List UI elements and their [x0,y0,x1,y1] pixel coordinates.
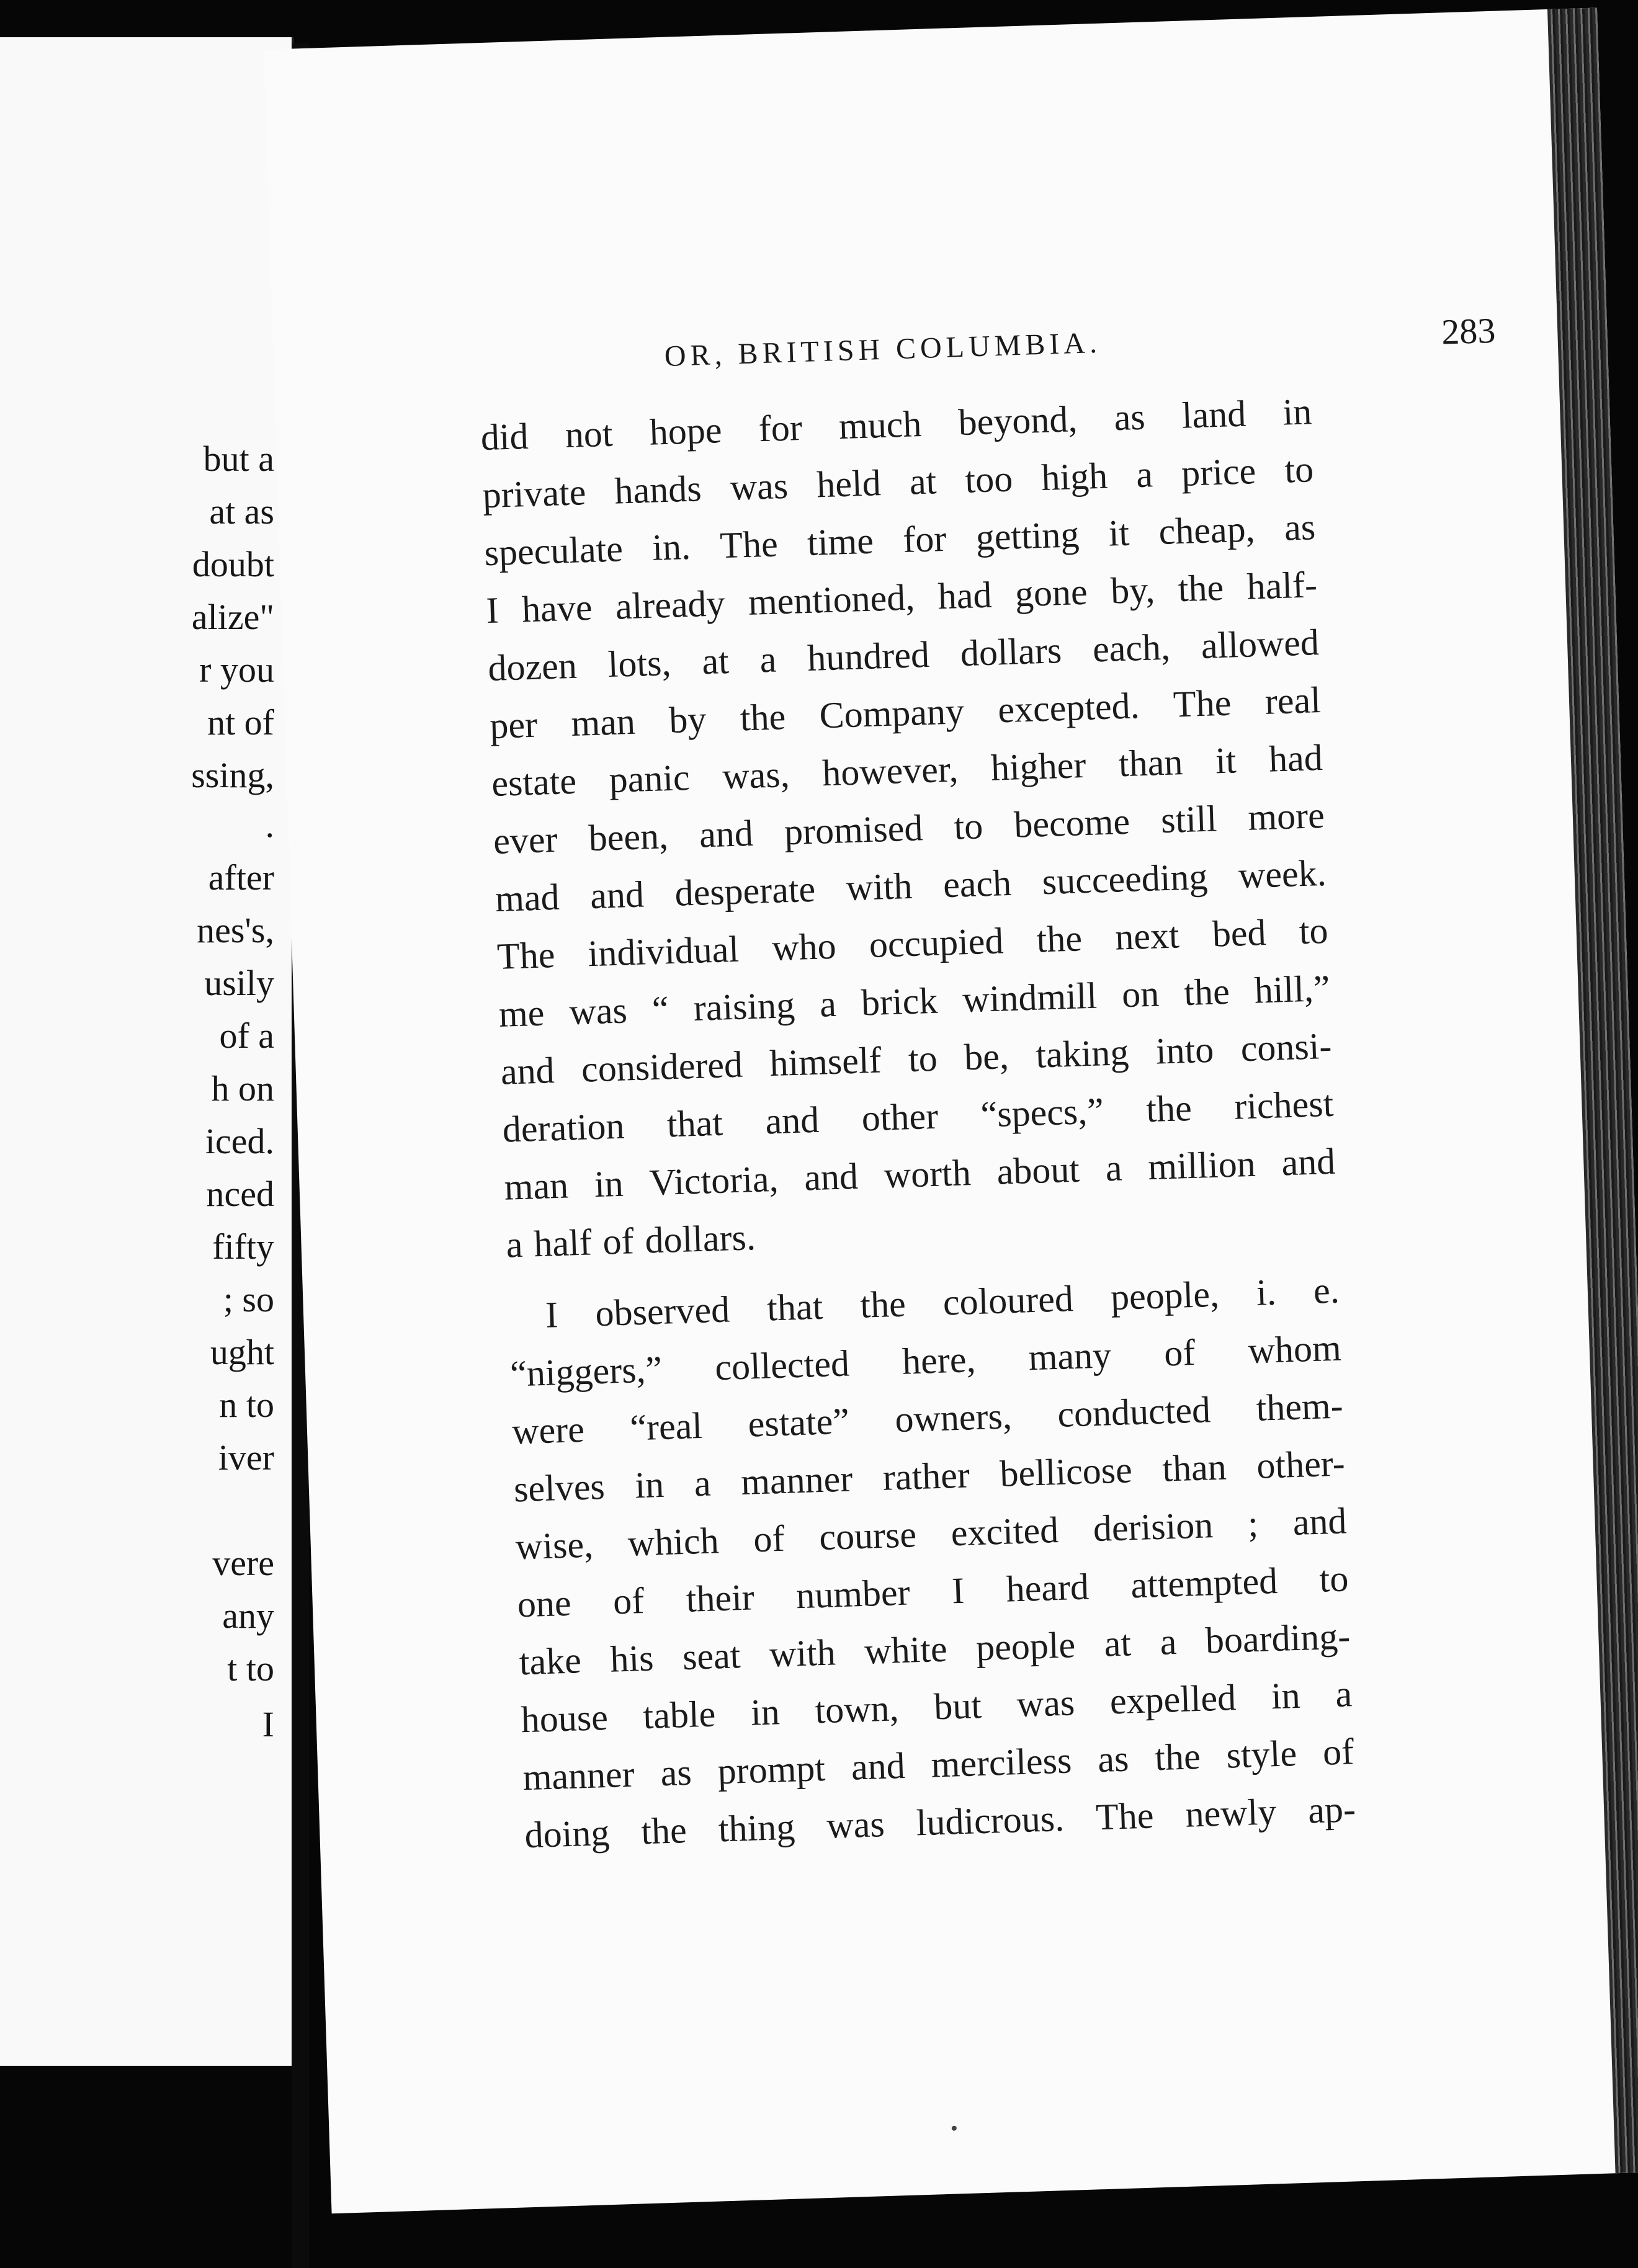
left-page-line: after [208,857,274,898]
text-line: speculate in. The time for getting it cheap, as [483,506,1316,574]
text-line: me was “ raising a brick windmill on the hill,” [498,967,1331,1035]
page-number: 283 [1441,310,1497,352]
left-page-line: h on [211,1068,274,1109]
left-page-line: ; so [223,1279,274,1319]
ink-speck [952,2126,957,2131]
text-line: did not hope for much beyond, as land in [480,391,1313,458]
text-line: a half of dollars. [505,1217,756,1266]
left-page-line: r you [199,650,274,690]
page-stack-edge [1547,7,1638,2173]
text-line: per man by the Company excepted. The real [489,679,1322,747]
text-line: one of their number I heard attempted to [516,1558,1349,1625]
left-page-line: iver [218,1437,274,1478]
text-line: selves in a manner rather bellicose than other- [513,1442,1346,1510]
body-text [480,383,1356,1864]
left-page-line: alize" [191,597,274,637]
text-line: I have already mentioned, had gone by, the half- [485,564,1318,632]
left-page-line: fifty [212,1226,274,1267]
left-page-line: vere [212,1543,274,1583]
left-page-line: n to [219,1385,274,1425]
text-line: take his seat with white people at a boarding- [518,1615,1351,1683]
text-line: doing the thing was ludicrous. The newly ap- [524,1788,1356,1856]
left-page-line: nt of [207,702,274,743]
text-line: The individual who occupied the next bed to [496,909,1329,977]
paragraph [480,383,1338,1274]
text-line: mad and desperate with each succeeding week. [495,852,1327,919]
left-page-line: nes's, [197,910,274,950]
text-line: wise, which of course excited derision ; and [514,1500,1348,1568]
left-page-line: usily [204,963,274,1003]
text-line: I observed that the coloured people, i. e. [545,1269,1340,1336]
left-page-line: of a [219,1016,274,1056]
left-page-line: iced. [205,1121,274,1161]
left-page [0,37,294,2066]
text-line: “niggers,” collected here, many of whom [509,1327,1342,1395]
left-page-line: t to [227,1648,274,1689]
text-line: estate panic was, however, higher than it had [491,736,1323,805]
text-line: house table in town, but was expelled in a [520,1673,1353,1741]
text-line: dozen lots, at a hundred dollars each, allowed [487,622,1320,689]
text-line: deration that and other “specs,” the richest [501,1083,1335,1150]
running-title: OR, BRITISH COLUMBIA. [664,326,1102,373]
text-line: private hands was held at too high a price to [481,449,1315,516]
text-line: man in Victoria, and worth about a million and [503,1140,1336,1208]
left-page-line: nced [206,1174,274,1214]
text-line: were “real estate” owners, conducted them- [511,1385,1344,1452]
text-line: ever been, and promised to become still more [493,794,1325,862]
left-page-line: ssing, [191,755,274,795]
left-page-line: . [265,805,274,845]
left-page-line: I [262,1704,274,1744]
running-head [663,301,1558,385]
text-line: manner as prompt and merciless as the style of [522,1731,1355,1798]
right-page [264,7,1638,2213]
left-page-line: doubt [192,544,274,584]
left-page-line: but a [203,439,274,479]
left-page-line: at as [209,491,274,532]
paragraph [508,1262,1357,1865]
left-page-line: any [222,1596,274,1636]
text-line: and considered himself to be, taking into consi- [499,1025,1333,1092]
left-page-line: ught [210,1332,274,1372]
